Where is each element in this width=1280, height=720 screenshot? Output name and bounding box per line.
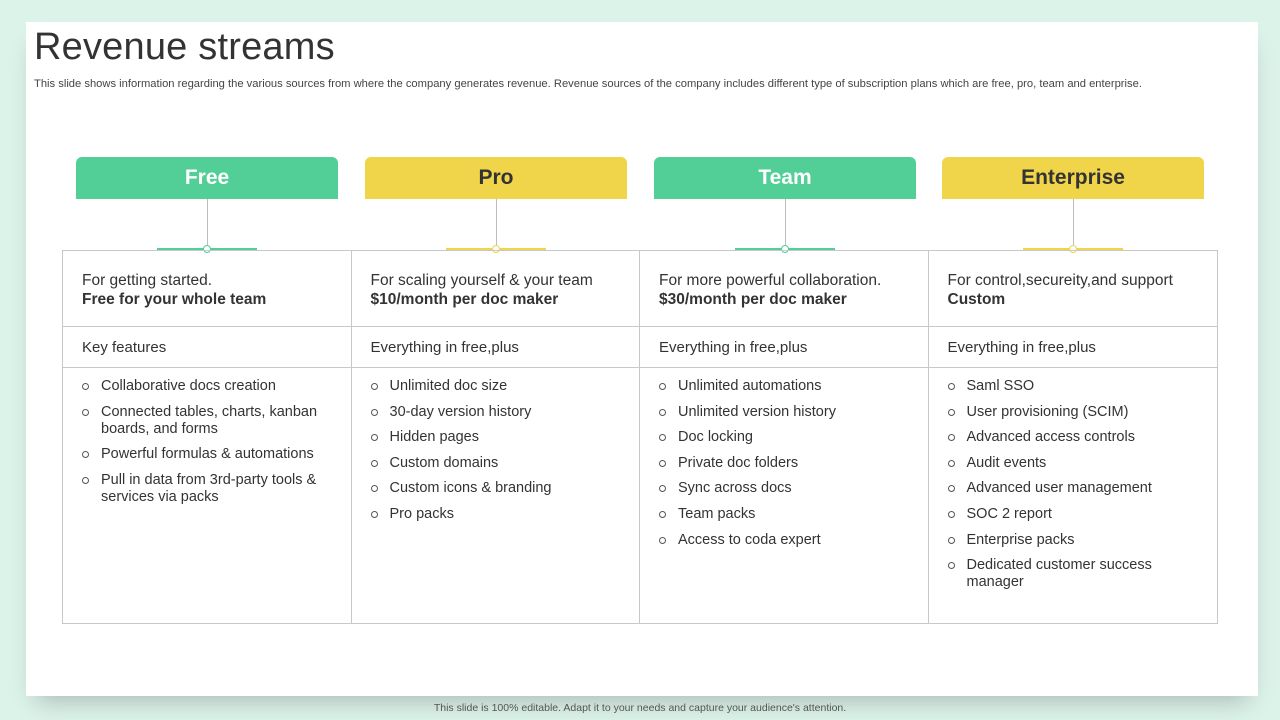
- features-heading: Everything in free,plus: [352, 327, 640, 368]
- feature-label: Custom icons & branding: [389, 480, 552, 497]
- feature-label: SOC 2 report: [966, 505, 1052, 522]
- circle-bullet-icon: [659, 434, 666, 441]
- plan-price: Custom: [947, 291, 1006, 308]
- feature-label: Doc locking: [678, 429, 753, 446]
- circle-bullet-icon: [948, 485, 955, 492]
- circle-bullet-icon: [371, 409, 378, 416]
- circle-bullet-icon: [371, 460, 378, 467]
- features-heading: Key features: [63, 327, 351, 368]
- feature-list: [63, 368, 351, 506]
- plan-price: $30/month per doc maker: [659, 291, 847, 308]
- feature-label: Unlimited version history: [678, 403, 836, 420]
- connector-line: [496, 199, 497, 245]
- feature-label: Pro packs: [389, 505, 454, 522]
- list-item: [82, 404, 339, 438]
- plan-tab-pro: Pro: [365, 157, 627, 199]
- features-heading: Everything in free,plus: [929, 327, 1218, 368]
- circle-bullet-icon: [948, 434, 955, 441]
- feature-label: Private doc folders: [678, 454, 799, 471]
- plan-summary: [929, 251, 1218, 327]
- feature-label: Hidden pages: [389, 429, 479, 446]
- plan-tab-team: Team: [654, 157, 916, 199]
- circle-bullet-icon: [948, 409, 955, 416]
- plan-column-free: [63, 251, 352, 623]
- circle-bullet-icon: [371, 485, 378, 492]
- list-item: [371, 480, 628, 497]
- circle-bullet-icon: [948, 562, 955, 569]
- feature-label: Advanced user management: [966, 480, 1152, 497]
- plan-summary: [640, 251, 928, 327]
- list-item: [659, 404, 916, 421]
- list-item: [948, 506, 1158, 523]
- circle-bullet-icon: [82, 477, 89, 484]
- list-item: [659, 429, 916, 446]
- list-item: [371, 378, 628, 395]
- plan-tagline: For scaling yourself & your team: [370, 272, 593, 289]
- list-item: [948, 557, 1158, 591]
- list-item: [82, 472, 339, 506]
- list-item: [371, 429, 628, 446]
- circle-bullet-icon: [659, 511, 666, 518]
- list-item: [948, 532, 1158, 549]
- circle-bullet-icon: [371, 383, 378, 390]
- list-item: [948, 429, 1158, 446]
- plan-summary: [63, 251, 351, 327]
- plan-column-pro: [352, 251, 641, 623]
- plan-tagline: For more powerful collaboration.: [659, 272, 882, 289]
- feature-label: 30-day version history: [389, 403, 532, 420]
- slide-subtitle: This slide shows information regarding the various sources from where the company generates revenue. Revenue sources of the company includes different type of subscription plans which are free, pro, team and enterprise.: [34, 78, 1142, 90]
- circle-bullet-icon: [659, 383, 666, 390]
- plan-price: $10/month per doc maker: [370, 291, 559, 308]
- circle-bullet-icon: [659, 485, 666, 492]
- circle-bullet-icon: [659, 460, 666, 467]
- footer-note: This slide is 100% editable. Adapt it to your needs and capture your audience's attention.: [433, 702, 847, 714]
- connector-line: [785, 199, 786, 245]
- list-item: [659, 378, 916, 395]
- circle-bullet-icon: [82, 409, 89, 416]
- circle-bullet-icon: [82, 451, 89, 458]
- feature-label: Audit events: [966, 454, 1047, 471]
- circle-bullet-icon: [948, 537, 955, 544]
- plan-tagline: For control,secureity,and support: [947, 272, 1173, 289]
- connector-line: [1073, 199, 1074, 245]
- feature-label: Advanced access controls: [966, 429, 1135, 446]
- list-item: [371, 506, 628, 523]
- slide: [26, 22, 1258, 696]
- feature-list: [640, 368, 928, 549]
- list-item: [948, 455, 1158, 472]
- list-item: [659, 480, 916, 497]
- plan-price: Free for your whole team: [82, 291, 267, 308]
- plan-summary: [352, 251, 640, 327]
- plan-tab-free: Free: [76, 157, 338, 199]
- circle-bullet-icon: [948, 511, 955, 518]
- circle-bullet-icon: [659, 537, 666, 544]
- feature-label: Saml SSO: [966, 378, 1035, 394]
- feature-label: Custom domains: [389, 454, 499, 471]
- list-item: [659, 506, 916, 523]
- feature-label: Collaborative docs creation: [101, 378, 276, 394]
- list-item: [82, 446, 339, 463]
- feature-label: User provisioning (SCIM): [966, 403, 1129, 420]
- list-item: [948, 480, 1158, 497]
- feature-label: Team packs: [678, 505, 756, 522]
- feature-label: Sync across docs: [678, 480, 792, 497]
- feature-label: Dedicated customer success manager: [966, 557, 1152, 591]
- feature-list: [352, 368, 640, 523]
- plan-tagline: For getting started.: [82, 272, 213, 289]
- list-item: [659, 532, 916, 549]
- list-item: [371, 455, 628, 472]
- feature-label: Powerful formulas & automations: [101, 446, 314, 463]
- connector-line: [207, 199, 208, 245]
- circle-bullet-icon: [948, 460, 955, 467]
- circle-bullet-icon: [948, 383, 955, 390]
- circle-bullet-icon: [82, 383, 89, 390]
- plan-column-team: [640, 251, 929, 623]
- circle-bullet-icon: [659, 409, 666, 416]
- feature-list: [929, 368, 1218, 591]
- circle-bullet-icon: [371, 511, 378, 518]
- circle-bullet-icon: [371, 434, 378, 441]
- list-item: [948, 378, 1158, 395]
- plans-table: [62, 250, 1218, 624]
- feature-label: Unlimited doc size: [389, 378, 508, 394]
- list-item: [659, 455, 916, 472]
- feature-label: Access to coda expert: [678, 531, 821, 548]
- list-item: [371, 404, 628, 421]
- feature-label: Pull in data from 3rd-party tools & services via packs: [101, 471, 317, 505]
- slide-title: Revenue streams: [34, 26, 335, 68]
- feature-label: Unlimited automations: [678, 378, 822, 394]
- plan-column-enterprise: [929, 251, 1218, 623]
- plan-tab-enterprise: Enterprise: [942, 157, 1204, 199]
- list-item: [948, 404, 1158, 421]
- feature-label: Enterprise packs: [966, 531, 1075, 548]
- list-item: [82, 378, 339, 395]
- features-heading: Everything in free,plus: [640, 327, 928, 368]
- feature-label: Connected tables, charts, kanban boards, and forms: [101, 403, 318, 437]
